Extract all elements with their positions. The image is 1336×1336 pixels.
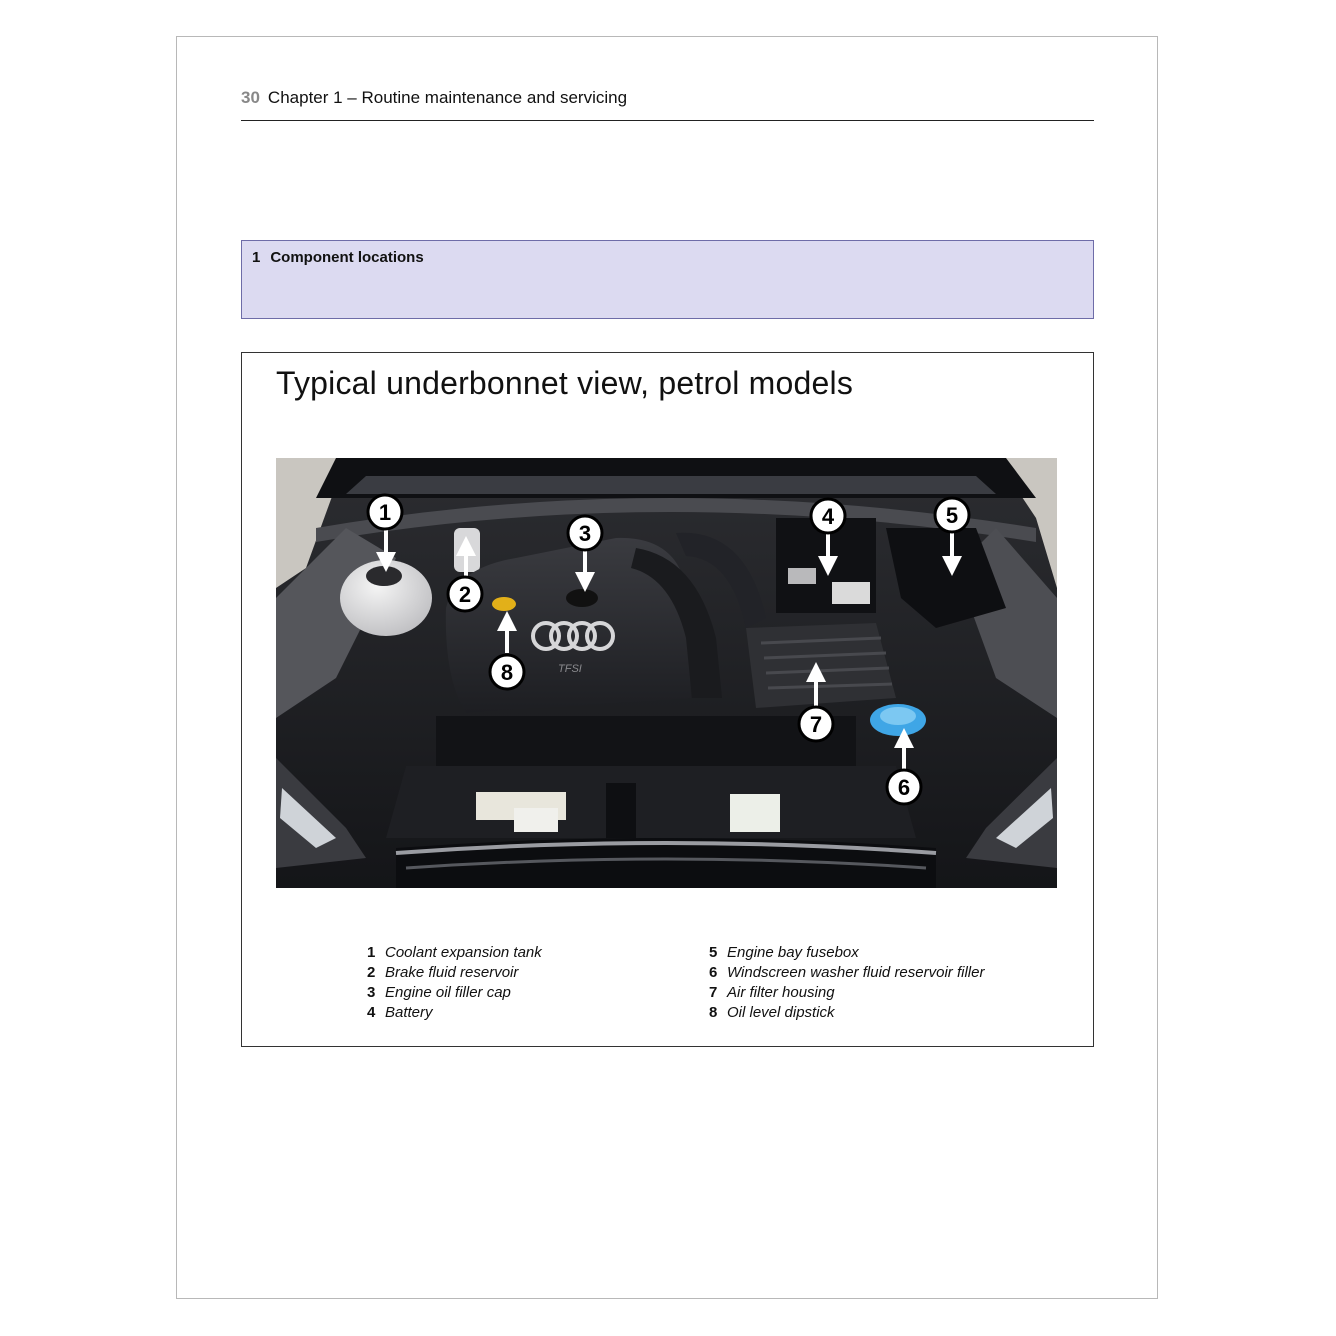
svg-text:7: 7: [809, 712, 823, 737]
section-heading-box: [241, 240, 1094, 319]
engine-bay-illustration: [276, 458, 1057, 888]
page-number: 30: [241, 88, 260, 107]
section-title: Component locations: [270, 249, 424, 266]
legend-item: 4 Battery: [367, 1004, 433, 1021]
svg-text:5: 5: [945, 503, 959, 528]
callout-8: [490, 655, 524, 689]
legend-item: 8 Oil level dipstick: [709, 1004, 835, 1021]
figure-title: Typical underbonnet view, petrol models: [276, 365, 854, 401]
svg-text:4: 4: [821, 504, 835, 529]
header-rule: [241, 120, 1094, 121]
legend-item: 5 Engine bay fusebox: [709, 944, 859, 961]
callout-4: [811, 499, 845, 533]
svg-text:2: 2: [458, 582, 472, 607]
chapter-title: Chapter 1 – Routine maintenance and servicing: [267, 88, 628, 107]
legend-item: 6 Windscreen washer fluid reservoir filler: [709, 964, 985, 981]
section-heading: [252, 249, 424, 266]
legend-right-column: [709, 943, 984, 1023]
callout-6: [887, 770, 921, 804]
svg-text:3: 3: [578, 521, 592, 546]
svg-text:6: 6: [897, 775, 911, 800]
running-header: [241, 86, 1094, 110]
legend-left-column: [367, 943, 542, 1023]
engine-bay-photo: [276, 458, 1057, 888]
callout-5: [935, 498, 969, 532]
svg-text:1: 1: [378, 500, 392, 525]
callout-2: [448, 577, 482, 611]
tfsi-badge: TFSI: [558, 663, 582, 675]
legend-item: 3 Engine oil filler cap: [367, 984, 511, 1001]
legend-item: 7 Air filter housing: [709, 984, 835, 1001]
callout-7: [799, 707, 833, 741]
callout-3: [568, 516, 602, 550]
callout-1: [368, 495, 402, 529]
legend-item: 2 Brake fluid reservoir: [367, 964, 519, 981]
section-number: 1: [252, 249, 261, 266]
svg-text:8: 8: [500, 660, 514, 685]
figure-panel: [241, 352, 1094, 1047]
legend-item: 1 Coolant expansion tank: [367, 944, 542, 961]
